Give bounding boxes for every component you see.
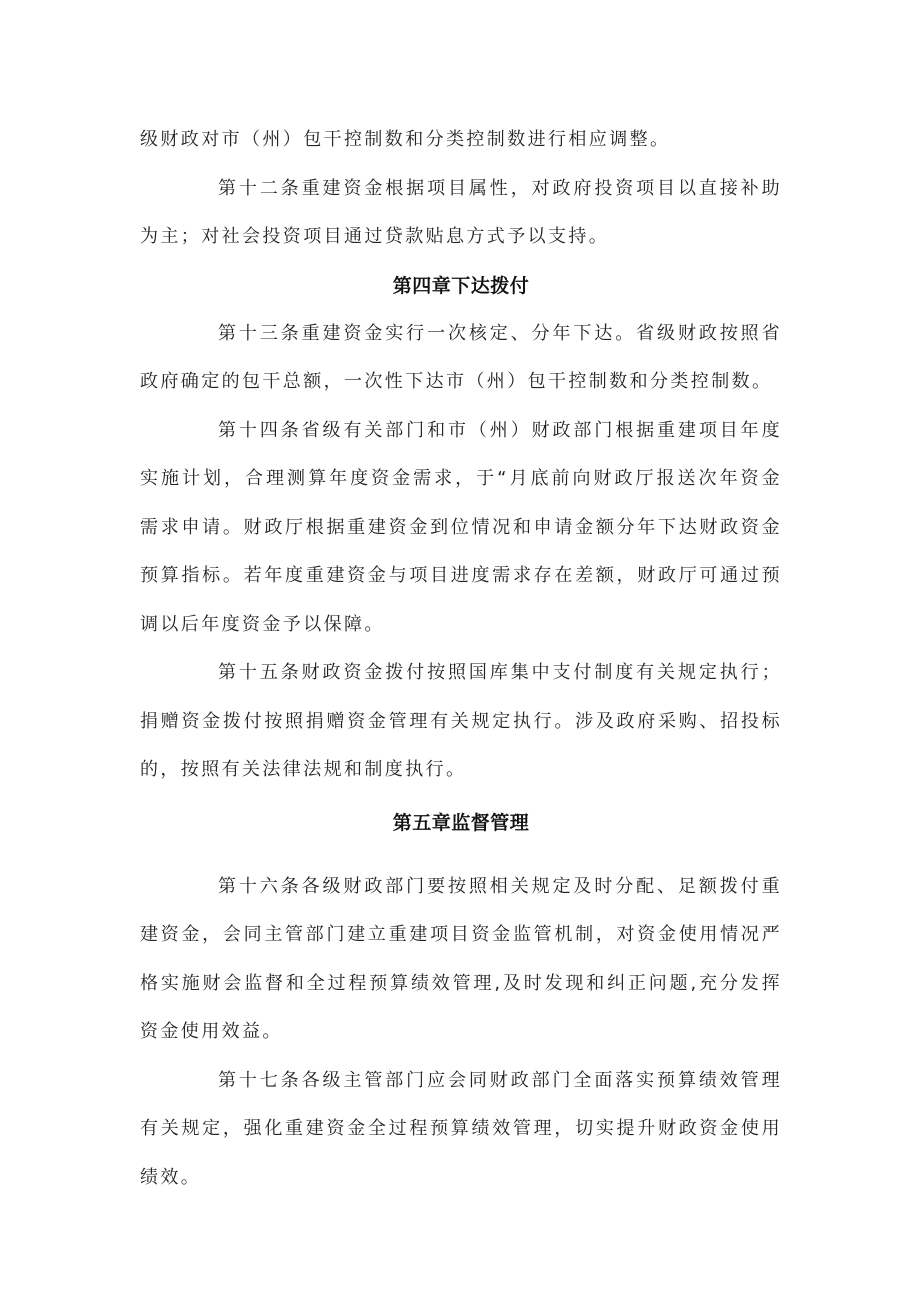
article-13: 第十三条重建资金实行一次核定、分年下达。省级财政按照省政府确定的包干总额，一次性下达市（州）包干控制数和分类控制数。 [140,322,782,392]
article-17: 第十七条各级主管部门应会同财政部门全面落实预算绩效管理有关规定，强化重建资金全过程预算绩效管理，切实提升财政资金使用绩效。 [140,1069,782,1188]
paragraph-continuation: 级财政对市（州）包干控制数和分类控制数进行相应调整。 [140,129,671,150]
article-15: 第十五条财政资金拨付按照国库集中支付制度有关规定执行；捐赠资金拨付按照捐赠资金管理有关规定执行。涉及政府采购、招投标的，按照有关法律法规和制度执行。 [140,662,782,780]
article-14: 第十四条省级有关部门和市（州）财政部门根据重建项目年度实施计划，合理测算年度资金需求，于“月底前向财政厅报送次年资金需求申请。财政厅根据重建资金到位情况和申请金额分年下达财政资金预算指标。若年度重建资金与项目进度需求存在差额，财政厅可通过预调以后年度资金予以保障。 [140,419,782,635]
article-16: 第十六条各级财政部门要按照相关规定及时分配、足额拨付重建资金，会同主管部门建立重建项目资金监管机制，对资金使用情况严格实施财会监督和全过程预算绩效管理,及时发现和纠正问题,充分发挥资金使用效益。 [140,875,782,1042]
chapter-4-heading: 第四章下达拨付 [392,274,530,297]
chapter-5-heading: 第五章监督管理 [392,811,530,834]
article-12: 第十二条重建资金根据项目属性，对政府投资项目以直接补助为主；对社会投资项目通过贷款贴息方式予以支持。 [140,177,782,247]
document-body [140,116,782,1202]
